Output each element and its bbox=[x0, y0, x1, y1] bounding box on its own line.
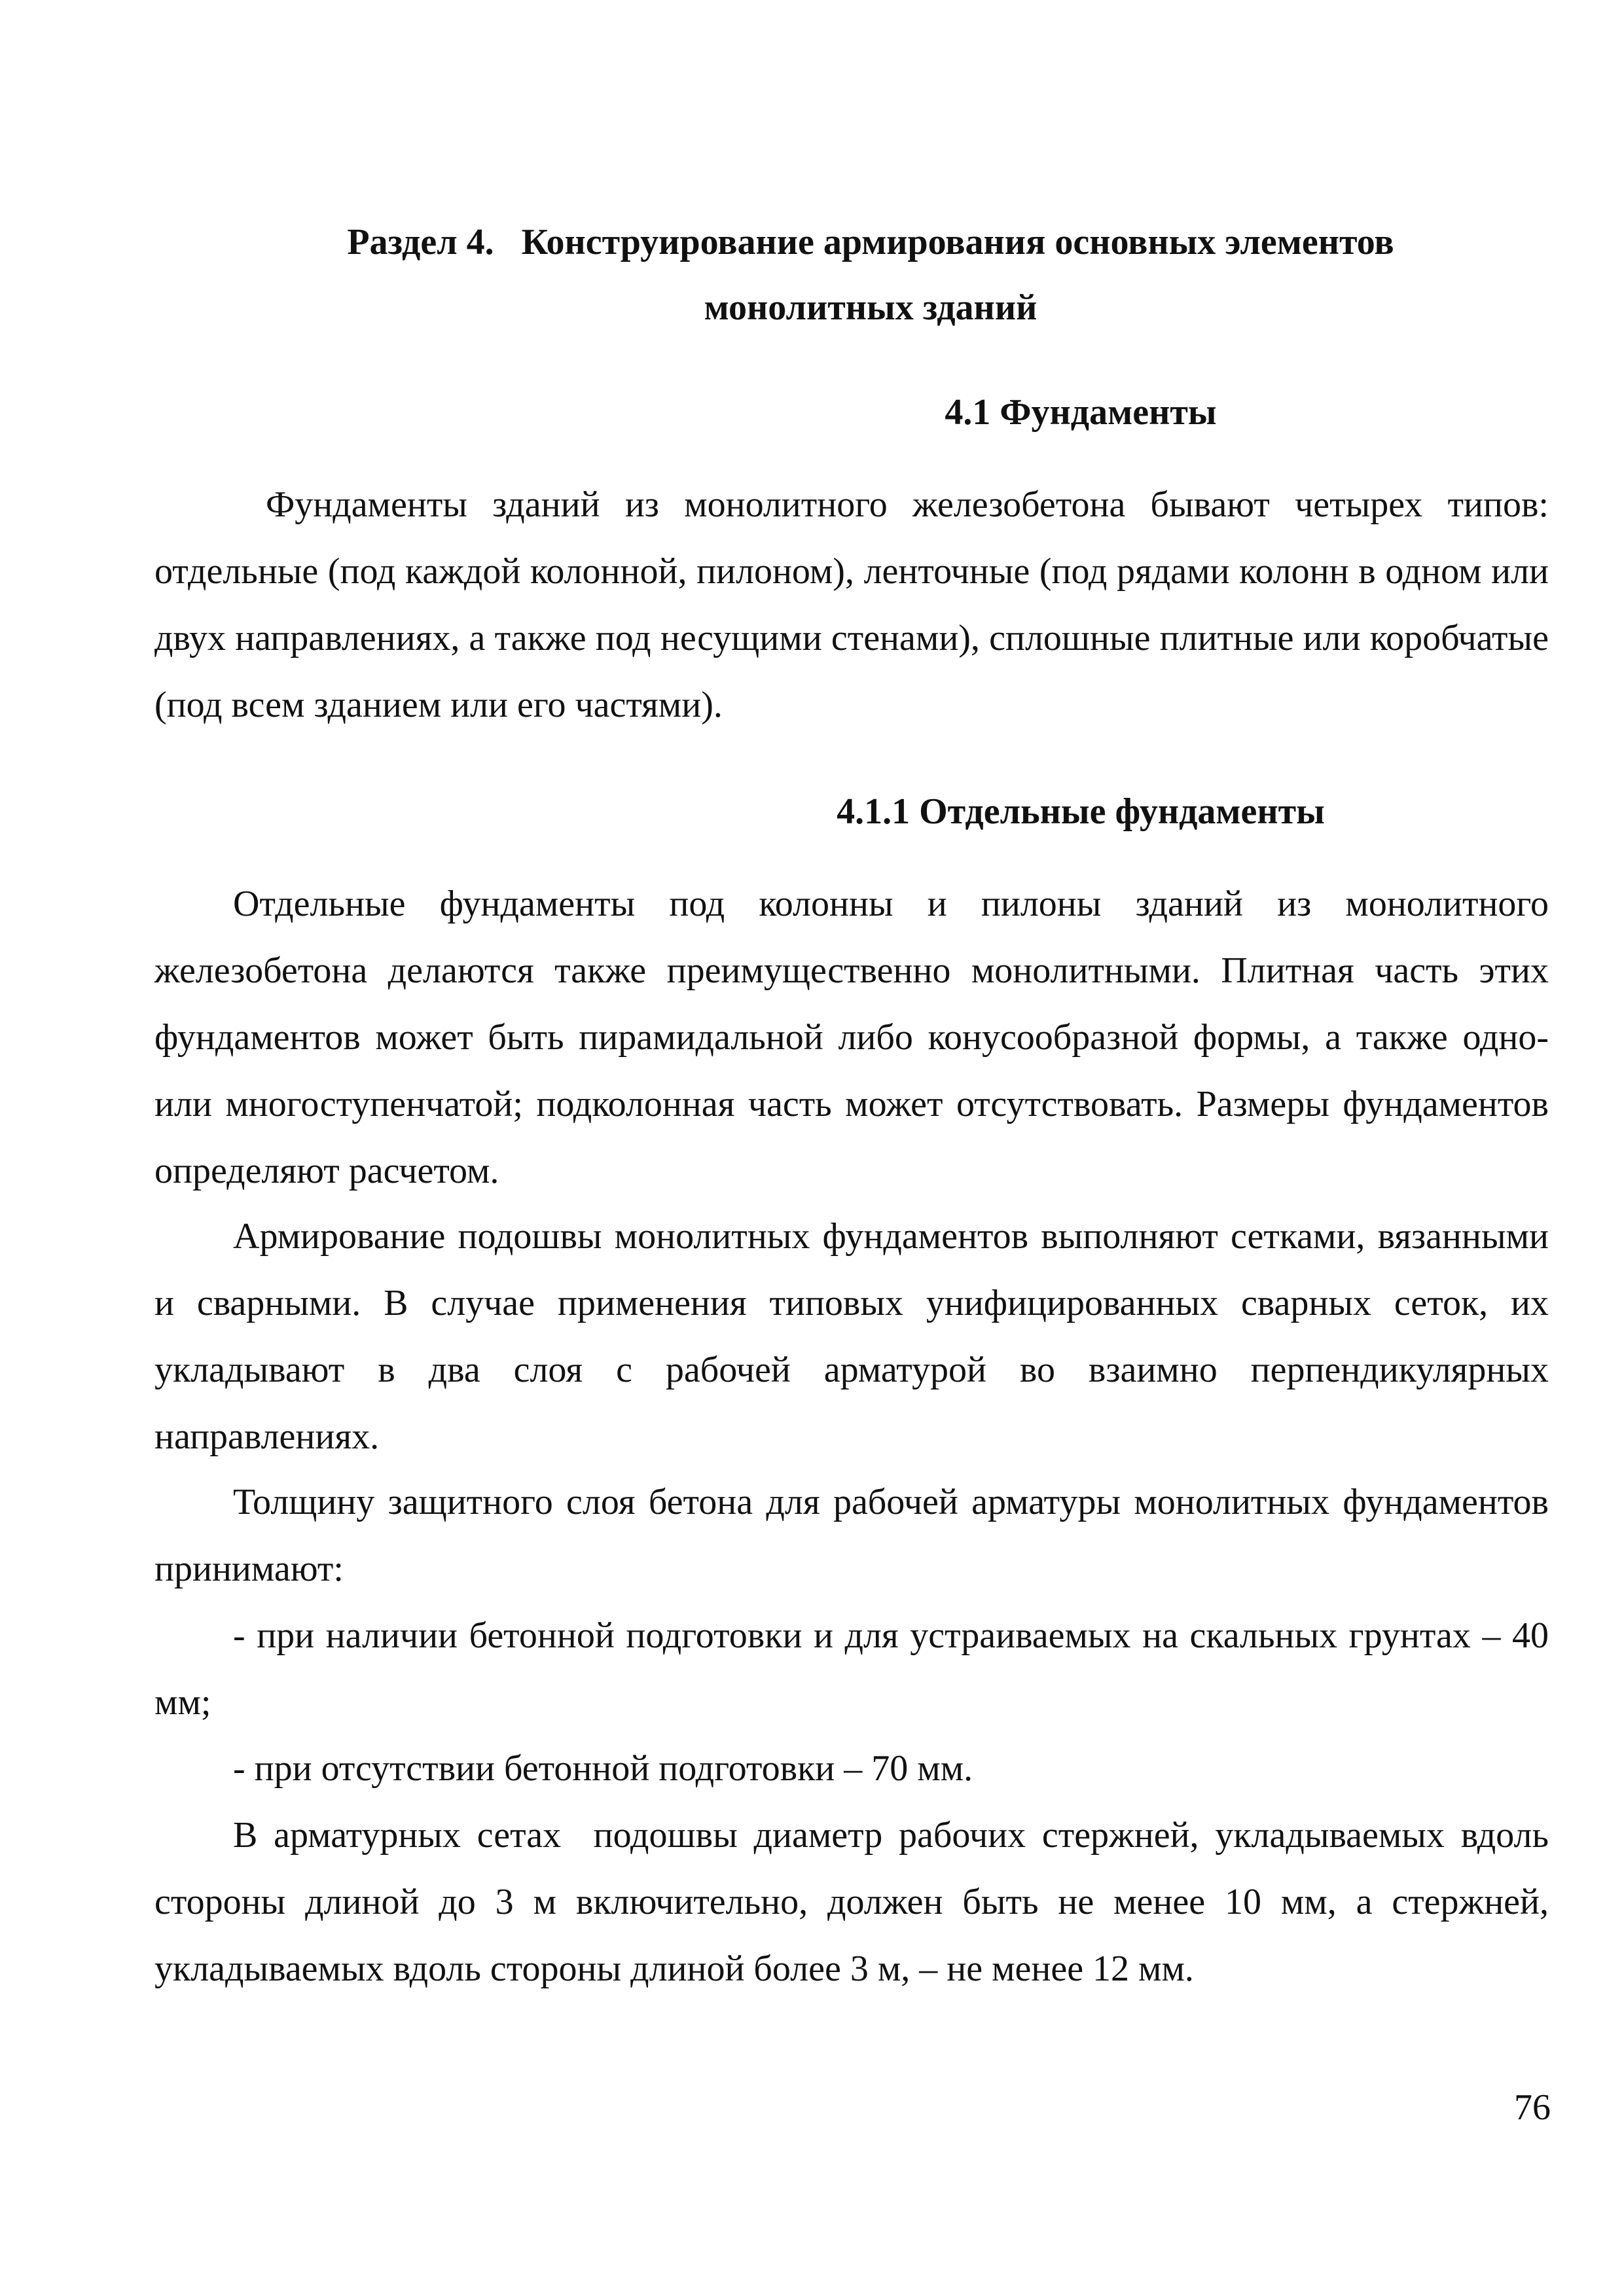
section-title-line-2: монолитных зданий bbox=[704, 287, 1038, 328]
section-title-line-1: Раздел 4. Конструирование армирования основных элементов bbox=[347, 222, 1394, 262]
paragraph-protective-layer: Толщину защитного слоя бетона для рабочей арматуры монолитных фундаментов принимают: bbox=[154, 1482, 1549, 1589]
paragraph-reinforcement: Армирование подошвы монолитных фундаментов выполняют сетками, вязанными и сварными. В случае применения типовых унифицированных сварных сеток, их укладывают в два слоя с рабочей арматурой во взаимно перпендикулярных направлениях. bbox=[154, 1216, 1549, 1457]
paragraph-foundation-types: Фундаменты зданий из монолитного железобетона бывают четырех типов: отдельные (под каждой колонной, пилоном), ленточные (под рядами колонн в одном или двух направлениях, а также под несущими стенами), сплошные плитные или коробчатые (под всем зданием или его частями). bbox=[154, 484, 1549, 725]
list-item-without-preparation: - при отсутствии бетонной подготовки – 70 мм. bbox=[233, 1748, 973, 1789]
page-number: 76 bbox=[1514, 2087, 1551, 2128]
list-item-with-preparation: - при наличии бетонной подготовки и для устраиваемых на скальных грунтах – 40 мм; bbox=[154, 1615, 1549, 1723]
subsection-heading-4-1-1: 4.1.1 Отдельные фундаменты bbox=[837, 791, 1325, 832]
paragraph-separate-foundations: Отдельные фундаменты под колонны и пилоны зданий из монолитного железобетона делаются также преимущественно монолитными. Плитная часть этих фундаментов может быть пирамидальной либо конусообразной формы, а также одно- или многоступенчатой; подколонная часть может отсутствовать. Размеры фундаментов определяют расчетом. bbox=[154, 884, 1549, 1191]
section-title bbox=[249, 209, 1492, 340]
subsection-heading-4-1: 4.1 Фундаменты bbox=[945, 392, 1217, 433]
paragraph-bar-diameter: В арматурных сетах подошвы диаметр рабочих стержней, укладываемых вдоль стороны длиной до 3 м включительно, должен быть не менее 10 мм, а стержней, укладываемых вдоль стороны длиной более 3 м, – не менее 12 мм. bbox=[154, 1815, 1558, 1989]
